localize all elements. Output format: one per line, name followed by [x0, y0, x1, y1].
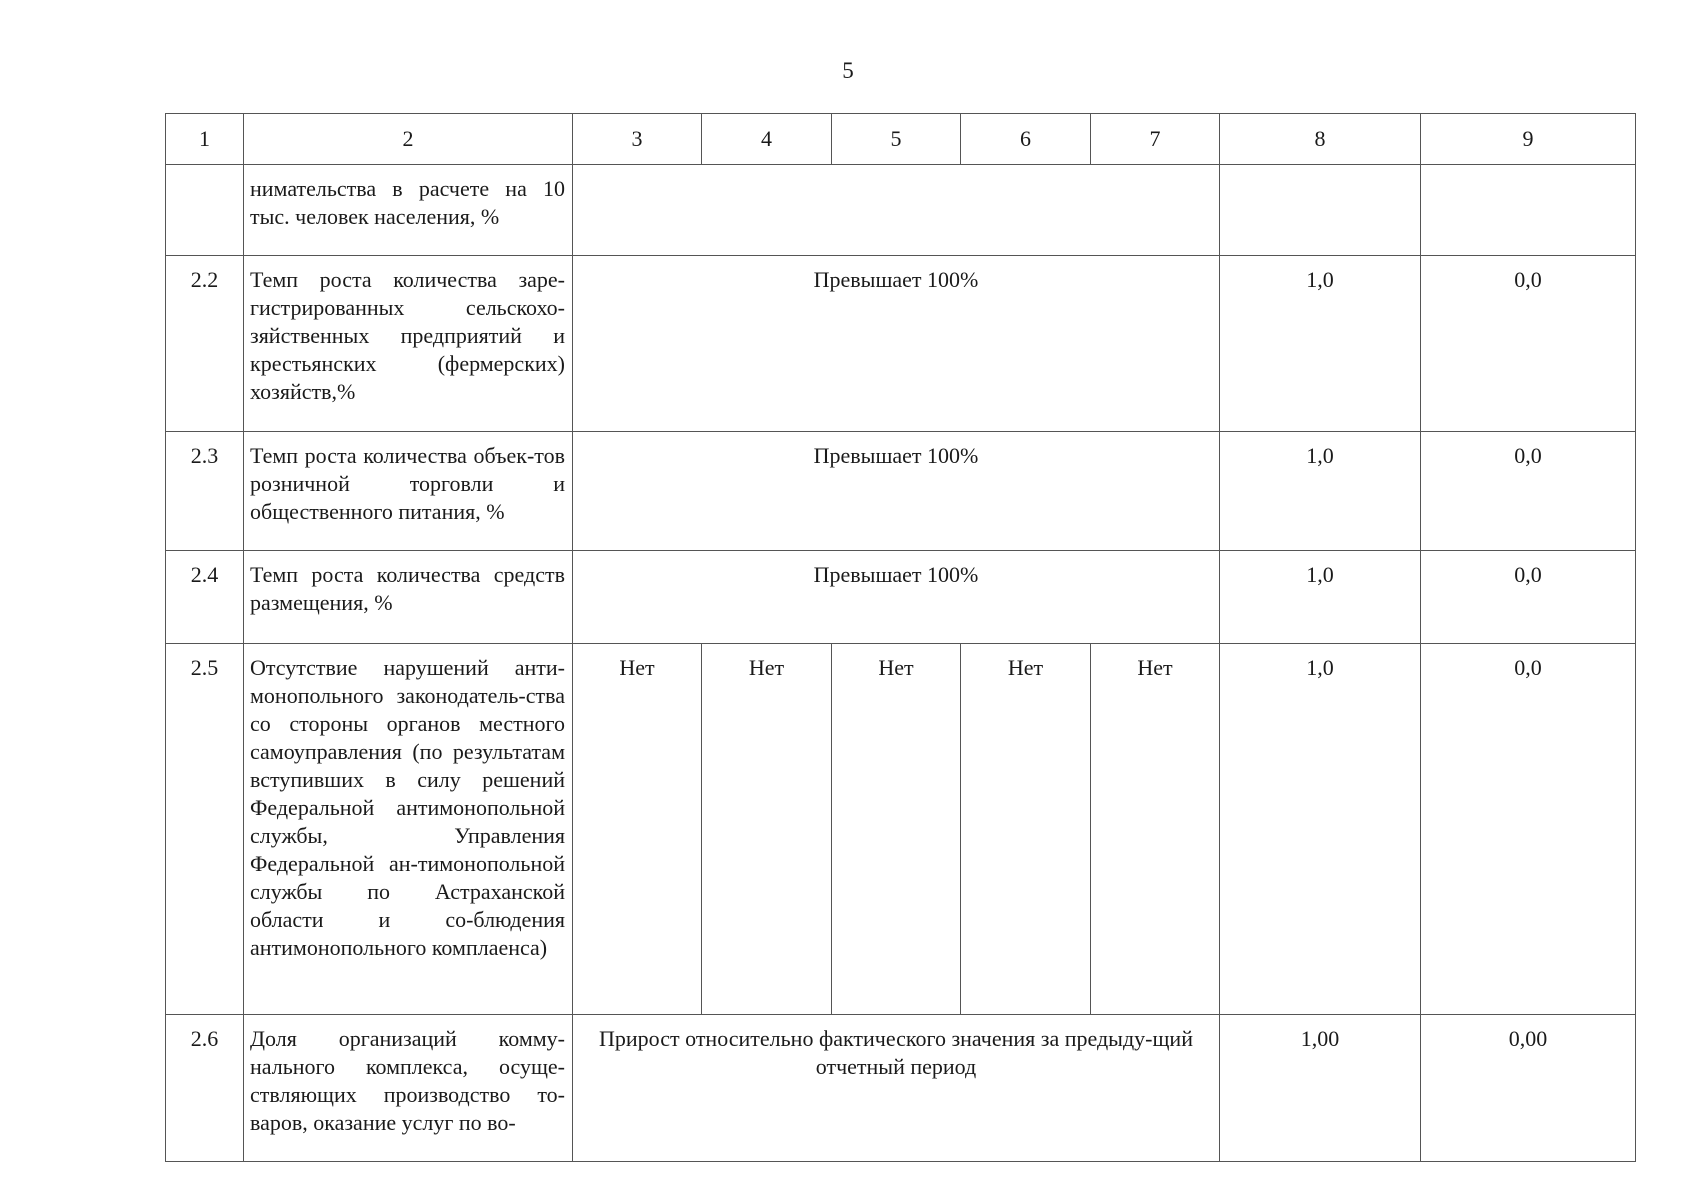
table-row: [166, 1015, 1636, 1162]
row-col-9: 0,0: [1421, 644, 1636, 1015]
row-number: 2.4: [166, 551, 244, 644]
row-col-8: 1,0: [1220, 432, 1421, 551]
row-col-9: 0,0: [1421, 256, 1636, 432]
row-col-4: Нет: [702, 644, 832, 1015]
row-col-7: Нет: [1091, 644, 1220, 1015]
row-col-8: 1,0: [1220, 256, 1421, 432]
row-merged-value: Превышает 100%: [573, 551, 1220, 644]
table-row: [166, 165, 1636, 256]
table-row: [166, 551, 1636, 644]
header-col-7: 7: [1091, 114, 1220, 165]
row-description: нимательства в расчете на 10 тыс. человек населения, %: [244, 165, 573, 256]
row-number: 2.3: [166, 432, 244, 551]
row-col-8: 1,00: [1220, 1015, 1421, 1162]
row-col-9: [1421, 165, 1636, 256]
row-description: Отсутствие нарушений анти-монопольного законодатель-ства со стороны органов местного самоуправления (по результатам вступивших в силу решений Федеральной антимонопольной службы, Управления Федеральной ан-тимонопольной службы по Астраханской области и со-блюдения антимонопольного комплаенса): [244, 644, 573, 1015]
row-col-9: 0,0: [1421, 432, 1636, 551]
row-merged-value: [573, 165, 1220, 256]
table-row: [166, 256, 1636, 432]
indicators-table: [165, 113, 1636, 1162]
header-col-8: 8: [1220, 114, 1421, 165]
row-number: 2.6: [166, 1015, 244, 1162]
header-col-5: 5: [832, 114, 961, 165]
header-col-9: 9: [1421, 114, 1636, 165]
row-col-3: Нет: [573, 644, 702, 1015]
row-col-8: 1,0: [1220, 644, 1421, 1015]
header-col-4: 4: [702, 114, 832, 165]
row-col-9: 0,0: [1421, 551, 1636, 644]
header-col-3: 3: [573, 114, 702, 165]
row-merged-value: Прирост относительно фактического значения за предыду-щий отчетный период: [573, 1015, 1220, 1162]
row-merged-value: Превышает 100%: [573, 256, 1220, 432]
row-col-8: [1220, 165, 1421, 256]
row-col-9: 0,00: [1421, 1015, 1636, 1162]
page-number: 5: [842, 58, 854, 83]
row-number: 2.2: [166, 256, 244, 432]
row-col-8: 1,0: [1220, 551, 1421, 644]
row-description: Доля организаций комму-нального комплекса, осуще-ствляющих производство то-варов, оказание услуг по во-: [244, 1015, 573, 1162]
header-col-2: 2: [244, 114, 573, 165]
row-number: 2.5: [166, 644, 244, 1015]
row-description: Темп роста количества объек-тов розничной торговли и общественного питания, %: [244, 432, 573, 551]
header-col-6: 6: [961, 114, 1091, 165]
row-description: Темп роста количества заре-гистрированных сельскохо-зяйственных предприятий и крестьянских (фермерских) хозяйств,%: [244, 256, 573, 432]
row-merged-value: Превышает 100%: [573, 432, 1220, 551]
table-row: [166, 644, 1636, 1015]
table-header-row: [166, 114, 1636, 165]
row-col-5: Нет: [832, 644, 961, 1015]
row-col-6: Нет: [961, 644, 1091, 1015]
table-row: [166, 432, 1636, 551]
header-col-1: 1: [166, 114, 244, 165]
row-number: [166, 165, 244, 256]
row-description: Темп роста количества средств размещения, %: [244, 551, 573, 644]
